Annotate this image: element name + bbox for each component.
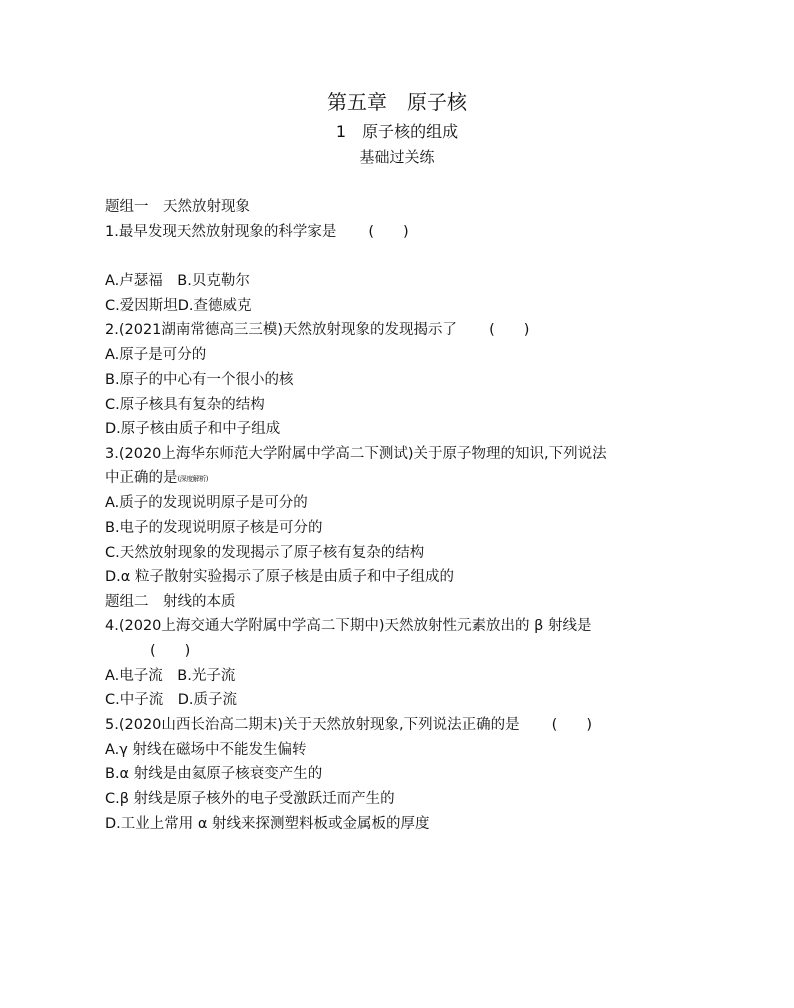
q3-stem-line2: 中正确的是 [105, 470, 178, 486]
q2-option-c: C.原子核具有复杂的结构 [105, 397, 265, 413]
q3-option-d: D.α 粒子散射实验揭示了原子核是由质子和中子组成的 [105, 569, 454, 585]
q4-stem: 4.(2020上海交通大学附属中学高二下期中)天然放射性元素放出的 β 射线是 [105, 618, 592, 634]
chapter-title: 第五章 原子核 [327, 90, 467, 114]
exercise-label: 基础过关练 [359, 148, 435, 166]
q2-option-b: B.原子的中心有一个很小的核 [105, 372, 294, 388]
q4-options-ab: A.电子流 B.光子流 [105, 668, 236, 684]
q5-option-b: B.α 射线是由氦原子核衰变产生的 [105, 766, 323, 782]
q5-answer-bracket: ( ) [551, 717, 592, 733]
section-title: 1 原子核的组成 [335, 122, 459, 141]
q5-stem: 5.(2020山西长治高二期末)关于天然放射现象,下列说法正确的是 [105, 717, 520, 733]
group2-title: 题组二 射线的本质 [105, 594, 236, 610]
q1-line [105, 222, 409, 242]
q2-line [105, 320, 529, 340]
q3-stem-line1: 3.(2020上海华东师范大学附属中学高二下测试)关于原子物理的知识,下列说法 [105, 446, 607, 462]
q1-answer-bracket: ( ) [368, 224, 409, 240]
q1-options-cd: C.爱因斯坦D.查德威克 [105, 298, 252, 314]
q3-option-b: B.电子的发现说明原子核是可分的 [105, 520, 323, 536]
q3-option-c: C.天然放射现象的发现揭示了原子核有复杂的结构 [105, 545, 425, 561]
q5-option-c: C.β 射线是原子核外的电子受激跃迁而产生的 [105, 791, 395, 807]
q1-options-ab: A.卢瑟福 B.贝克勒尔 [105, 273, 250, 289]
q2-option-a: A.原子是可分的 [105, 347, 207, 363]
q3-line2 [105, 468, 208, 489]
q5-option-d: D.工业上常用 α 射线来探测塑料板或金属板的厚度 [105, 816, 430, 832]
q2-stem: 2.(2021湖南常德高三三模)天然放射现象的发现揭示了 [105, 322, 458, 338]
q3-option-a: A.质子的发现说明原子是可分的 [105, 495, 308, 511]
group1-title: 题组一 天然放射现象 [105, 199, 250, 215]
q5-option-a: A.γ 射线在磁场中不能发生偏转 [105, 742, 307, 758]
q2-option-d: D.原子核由质子和中子组成 [105, 421, 281, 437]
q2-answer-bracket: ( ) [489, 322, 530, 338]
q4-options-cd: C.中子流 D.质子流 [105, 692, 238, 708]
q3-note: (深度解析) [177, 475, 208, 483]
q5-line [105, 715, 592, 735]
q4-answer-bracket: ( ) [150, 643, 191, 659]
q1-stem: 1.最早发现天然放射现象的科学家是 [105, 224, 337, 240]
